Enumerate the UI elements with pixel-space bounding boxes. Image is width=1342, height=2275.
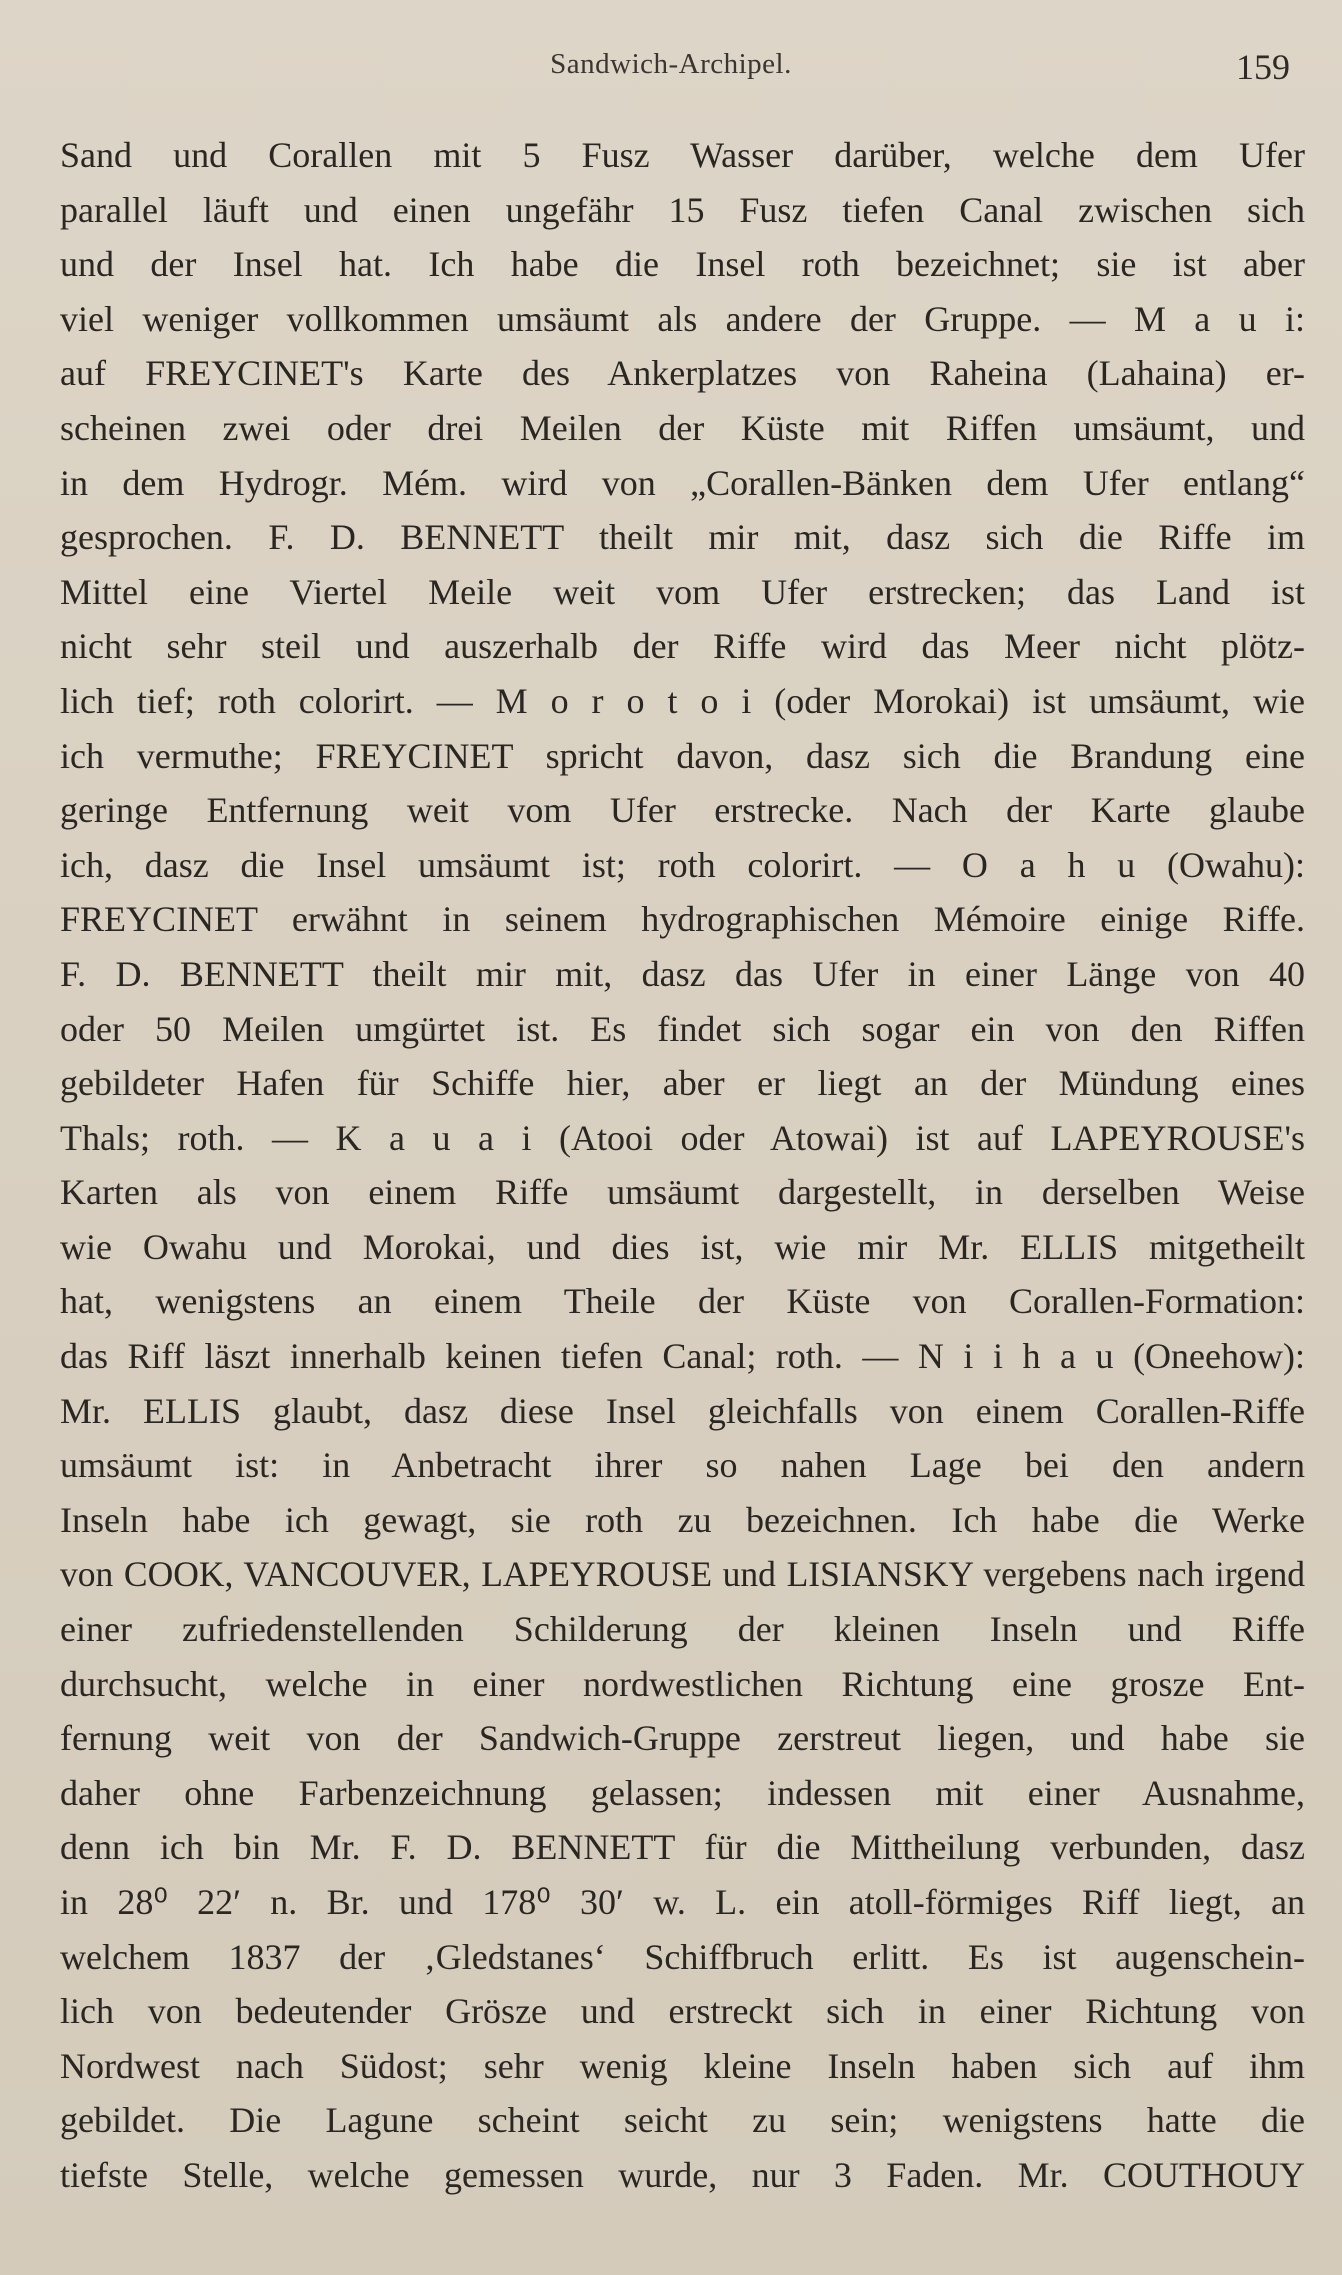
running-title: Sandwich-Archipel.	[550, 48, 792, 80]
text-line: fernung weit von der Sandwich-Gruppe zerstreut liegen, und habe sie	[60, 1718, 1305, 1759]
text-line: in dem Hydrogr. Mém. wird von „Corallen-Bänken dem Ufer entlang“	[60, 462, 1305, 503]
text-line: tiefste Stelle, welche gemessen wurde, nur 3 Faden. Mr. COUTHOUY	[60, 2154, 1305, 2195]
text-line: durchsucht, welche in einer nordwestlichen Richtung eine grosze Ent-	[60, 1663, 1305, 1704]
text-line: lich von bedeutender Grösze und erstreckt sich in einer Richtung von	[60, 1991, 1305, 2032]
text-line: Sand und Corallen mit 5 Fusz Wasser darüber, welche dem Ufer	[60, 135, 1305, 175]
text-line: einer zufriedenstellenden Schilderung der kleinen Inseln und Riffe	[60, 1609, 1305, 1650]
text-line: gebildet. Die Lagune scheint seicht zu sein; wenigstens hatte die	[60, 2100, 1305, 2141]
page-number: 159	[1236, 47, 1290, 87]
text-line: gesprochen. F. D. BENNETT theilt mir mit, dasz sich die Riffe im	[60, 517, 1305, 558]
text-line: Mr. ELLIS glaubt, dasz diese Insel gleichfalls von einem Corallen-Riffe	[60, 1390, 1305, 1431]
text-line: hat, wenigstens an einem Theile der Küste von Corallen-Formation:	[60, 1281, 1305, 1322]
text-line: das Riff läszt innerhalb keinen tiefen Canal; roth. — N i i h a u (Oneehow):	[60, 1336, 1305, 1377]
text-line: gebildeter Hafen für Schiffe hier, aber er liegt an der Mündung eines	[60, 1063, 1305, 1104]
text-line: umsäumt ist: in Anbetracht ihrer so nahen Lage bei den andern	[60, 1445, 1305, 1486]
text-line: FREYCINET erwähnt in seinem hydrographischen Mémoire einige Riffe.	[60, 899, 1305, 940]
text-line: Inseln habe ich gewagt, sie roth zu bezeichnen. Ich habe die Werke	[60, 1499, 1305, 1540]
text-line: F. D. BENNETT theilt mir mit, dasz das Ufer in einer Länge von 40	[60, 953, 1305, 994]
text-line: Thals; roth. — K a u a i (Atooi oder Atowai) ist auf LAPEYROUSE's	[60, 1117, 1305, 1158]
text-line: Karten als von einem Riffe umsäumt dargestellt, in derselben Weise	[60, 1172, 1305, 1213]
text-line: auf FREYCINET's Karte des Ankerplatzes von Raheina (Lahaina) er-	[60, 353, 1305, 394]
text-line: viel weniger vollkommen umsäumt als andere der Gruppe. — M a u i:	[60, 298, 1305, 339]
text-line: von COOK, VANCOUVER, LAPEYROUSE und LISIANSKY vergebens nach irgend	[60, 1554, 1305, 1595]
text-line: und der Insel hat. Ich habe die Insel roth bezeichnet; sie ist aber	[60, 244, 1305, 285]
text-line: denn ich bin Mr. F. D. BENNETT für die Mittheilung verbunden, dasz	[60, 1827, 1305, 1868]
text-line: ich vermuthe; FREYCINET spricht davon, dasz sich die Brandung eine	[60, 735, 1305, 776]
text-line: welchem 1837 der ‚Gledstanes‘ Schiffbruch erlitt. Es ist augenschein-	[60, 1936, 1305, 1977]
text-line: nicht sehr steil und auszerhalb der Riffe wird das Meer nicht plötz-	[60, 626, 1305, 667]
running-head	[0, 48, 1342, 88]
text-line: lich tief; roth colorirt. — M o r o t o i (oder Morokai) ist umsäumt, wie	[60, 680, 1305, 721]
text-line: wie Owahu und Morokai, und dies ist, wie mir Mr. ELLIS mitgetheilt	[60, 1226, 1305, 1267]
text-line: parallel läuft und einen ungefähr 15 Fusz tiefen Canal zwischen sich	[60, 189, 1305, 230]
text-line: daher ohne Farbenzeichnung gelassen; indessen mit einer Ausnahme,	[60, 1772, 1305, 1813]
text-line: ich, dasz die Insel umsäumt ist; roth colorirt. — O a h u (Owahu):	[60, 844, 1305, 885]
text-line: oder 50 Meilen umgürtet ist. Es findet sich sogar ein von den Riffen	[60, 1008, 1305, 1049]
text-line: scheinen zwei oder drei Meilen der Küste mit Riffen umsäumt, und	[60, 407, 1305, 448]
text-line: Mittel eine Viertel Meile weit vom Ufer erstrecken; das Land ist	[60, 571, 1305, 612]
text-line: in 28⁰ 22′ n. Br. und 178⁰ 30′ w. L. ein atoll-förmiges Riff liegt, an	[60, 1882, 1305, 1922]
body-text	[60, 128, 1305, 2203]
text-line: geringe Entfernung weit vom Ufer erstrecke. Nach der Karte glaube	[60, 790, 1305, 831]
text-line: Nordwest nach Südost; sehr wenig kleine Inseln haben sich auf ihm	[60, 2045, 1305, 2086]
